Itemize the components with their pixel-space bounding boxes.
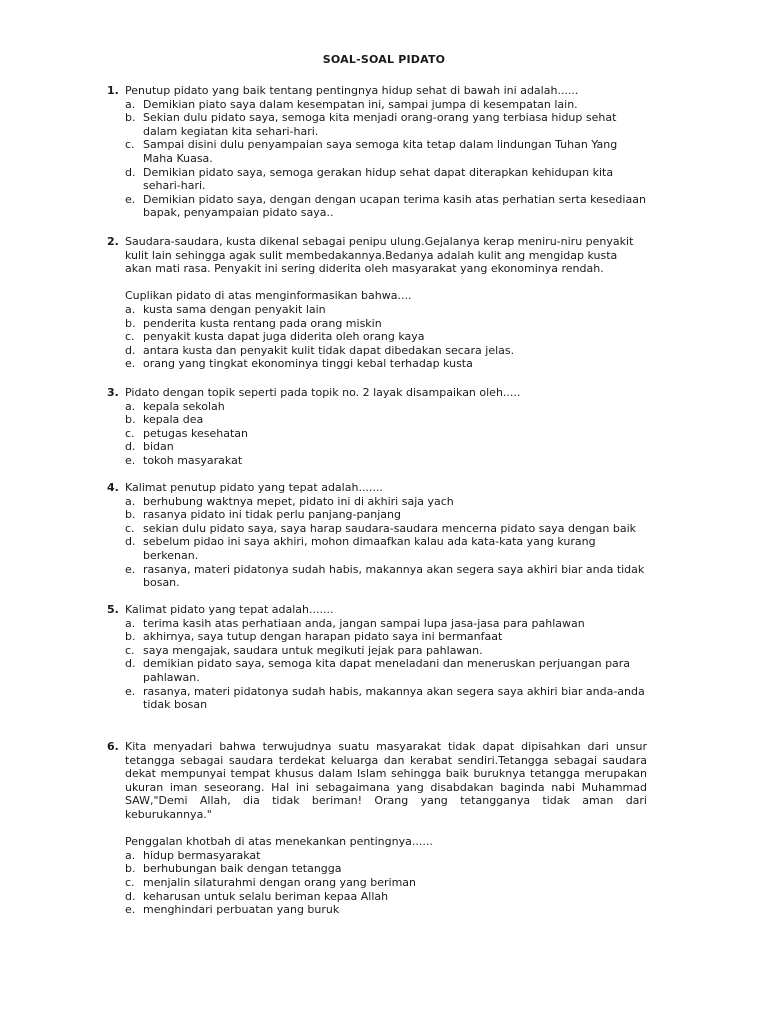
option-d bbox=[125, 344, 647, 358]
option-letter: e. bbox=[125, 903, 136, 917]
question-5 bbox=[107, 603, 647, 712]
options-list bbox=[107, 617, 647, 712]
option-letter: b. bbox=[125, 508, 136, 522]
spacer bbox=[107, 276, 647, 290]
option-letter: c. bbox=[125, 330, 135, 344]
question-stem bbox=[107, 740, 647, 822]
option-text: kepala dea bbox=[143, 413, 204, 427]
question-stem bbox=[107, 235, 647, 276]
option-text: antara kusta dan penyakit kulit tidak dapat dibedakan secara jelas. bbox=[143, 343, 515, 357]
option-text: penderita kusta rentang pada orang miskin bbox=[143, 316, 382, 330]
option-a bbox=[125, 400, 647, 414]
option-text: Sampai disini dulu penyampaian saya semoga kita tetap dalam lindungan Tuhan Yang Maha Kuasa. bbox=[143, 138, 618, 165]
options-list bbox=[107, 495, 647, 590]
option-a bbox=[125, 617, 647, 631]
option-text: Sekian dulu pidato saya, semoga kita menjadi orang-orang yang terbiasa hidup sehat dalam kegiatan kita sehari-hari. bbox=[143, 111, 617, 138]
option-d bbox=[125, 890, 647, 904]
option-letter: d. bbox=[125, 165, 136, 179]
option-letter: b. bbox=[125, 630, 136, 644]
question-text: Penutup pidato yang baik tentang pentingnya hidup sehat di bawah ini adalah...... bbox=[125, 84, 579, 97]
question-prompt: Cuplikan pidato di atas menginformasikan bahwa.... bbox=[125, 289, 412, 303]
option-a bbox=[125, 495, 647, 509]
option-text: rasanya, materi pidatonya sudah habis, makannya akan segera saya akhiri biar anda-anda tidak bosan bbox=[143, 684, 645, 712]
question-prompt: Penggalan khotbah di atas menekankan pentingnya...... bbox=[125, 835, 433, 849]
question-number: 1. bbox=[107, 84, 119, 97]
option-b bbox=[125, 111, 647, 138]
option-text: orang yang tingkat ekonominya tinggi kebal terhadap kusta bbox=[143, 357, 473, 371]
option-text: menghindari perbuatan yang buruk bbox=[143, 903, 340, 917]
option-text: keharusan untuk selalu beriman kepaa Allah bbox=[143, 889, 389, 903]
option-d bbox=[125, 440, 647, 454]
option-e bbox=[125, 454, 647, 468]
option-text: rasanya pidato ini tidak perlu panjang-panjang bbox=[143, 508, 401, 522]
option-letter: b. bbox=[125, 316, 136, 330]
option-e bbox=[125, 563, 647, 590]
option-letter: d. bbox=[125, 343, 136, 357]
question-6 bbox=[107, 740, 647, 917]
option-e bbox=[125, 193, 647, 220]
question-3 bbox=[107, 386, 647, 468]
question-1 bbox=[107, 84, 647, 220]
option-letter: c. bbox=[125, 521, 135, 535]
option-e bbox=[125, 685, 647, 712]
options-list bbox=[107, 849, 647, 917]
option-letter: d. bbox=[125, 889, 136, 903]
option-text: petugas kesehatan bbox=[143, 426, 248, 440]
option-letter: a. bbox=[125, 97, 136, 111]
option-letter: e. bbox=[125, 192, 136, 206]
option-text: berhubungan baik dengan tetangga bbox=[143, 862, 342, 876]
option-d bbox=[125, 657, 647, 684]
option-text: kepala sekolah bbox=[143, 399, 225, 413]
option-text: berhubung waktnya mepet, pidato ini di akhiri saja yach bbox=[143, 494, 454, 508]
option-letter: e. bbox=[125, 562, 136, 576]
option-letter: a. bbox=[125, 848, 136, 862]
option-letter: a. bbox=[125, 616, 136, 630]
option-a bbox=[125, 849, 647, 863]
option-letter: c. bbox=[125, 643, 135, 657]
option-b bbox=[125, 630, 647, 644]
question-text: Kalimat pidato yang tepat adalah....... bbox=[125, 603, 334, 616]
option-d bbox=[125, 535, 647, 562]
option-text: sekian dulu pidato saya, saya harap saudara-saudara mencerna pidato saya dengan baik bbox=[143, 521, 637, 535]
question-4 bbox=[107, 481, 647, 590]
page-title: SOAL-SOAL PIDATO bbox=[322, 53, 446, 66]
question-text: Kalimat penutup pidato yang tepat adalah....... bbox=[125, 481, 383, 494]
option-e bbox=[125, 357, 647, 371]
option-d bbox=[125, 166, 647, 193]
option-text: akhirnya, saya tutup dengan harapan pidato saya ini bermanfaat bbox=[143, 630, 503, 644]
option-c bbox=[125, 138, 647, 165]
option-text: rasanya, materi pidatonya sudah habis, makannya akan segera saya akhiri biar anda tidak bosan. bbox=[143, 562, 645, 590]
option-letter: c. bbox=[125, 426, 135, 440]
option-b bbox=[125, 508, 647, 522]
option-c bbox=[125, 330, 647, 344]
option-letter: c. bbox=[125, 875, 135, 889]
question-number: 6. bbox=[107, 740, 119, 753]
option-letter: a. bbox=[125, 399, 136, 413]
question-text: Saudara-saudara, kusta dikenal sebagai penipu ulung.Gejalanya kerap meniru-niru penyakit kulit lain sehingga agak sulit membedakannya.Bedanya adalah kulit ang mengidap kusta akan mati rasa. Penyakit ini sering diderita oleh masyarakat yang ekonominya rendah. bbox=[125, 235, 634, 276]
option-e bbox=[125, 903, 647, 917]
option-c bbox=[125, 644, 647, 658]
options-list bbox=[107, 400, 647, 468]
option-letter: e. bbox=[125, 357, 136, 371]
question-number: 4. bbox=[107, 481, 119, 494]
question-2 bbox=[107, 235, 647, 371]
option-b bbox=[125, 862, 647, 876]
option-letter: d. bbox=[125, 535, 136, 549]
option-a bbox=[125, 98, 647, 112]
question-number: 2. bbox=[107, 235, 119, 248]
question-number: 5. bbox=[107, 603, 119, 616]
option-b bbox=[125, 413, 647, 427]
option-text: sebelum pidao ini saya akhiri, mohon dimaafkan kalau ada kata-kata yang kurang berkenan. bbox=[143, 535, 596, 562]
question-text: Kita menyadari bahwa terwujudnya suatu masyarakat tidak dapat dipisahkan dari unsur tetangga sebagai saudara terdekat keluarga dan kerabat sendiri.Tetangga sebagai saudara dekat mempunyai tempat khusus dalam Islam sehingga baik buruknya tetangga merupakan ukuran iman seseorang. Hal ini sebagaimana yang disabdakan baginda nabi Muhammad SAW,"Demi Allah, dia tidak beriman! Orang yang tetangganya tidak aman dari keburukannya." bbox=[125, 740, 647, 821]
option-letter: d. bbox=[125, 440, 136, 454]
option-text: saya mengajak, saudara untuk megikuti jejak para pahlawan. bbox=[143, 643, 483, 657]
option-b bbox=[125, 317, 647, 331]
option-a bbox=[125, 303, 647, 317]
spacer bbox=[107, 822, 647, 836]
question-text: Pidato dengan topik seperti pada topik no. 2 layak disampaikan oleh..... bbox=[125, 386, 521, 399]
question-stem bbox=[107, 481, 647, 495]
option-text: demikian pidato saya, semoga kita dapat meneladani dan meneruskan perjuangan para pahlawan. bbox=[143, 657, 631, 684]
option-text: menjalin silaturahmi dengan orang yang beriman bbox=[143, 875, 417, 889]
question-stem bbox=[107, 386, 647, 400]
option-text: hidup bermasyarakat bbox=[143, 848, 261, 862]
option-letter: a. bbox=[125, 494, 136, 508]
question-stem bbox=[107, 84, 647, 98]
option-letter: e. bbox=[125, 684, 136, 698]
option-text: kusta sama dengan penyakit lain bbox=[143, 302, 326, 316]
question-number: 3. bbox=[107, 386, 119, 399]
option-text: penyakit kusta dapat juga diderita oleh orang kaya bbox=[143, 330, 425, 344]
option-c bbox=[125, 522, 647, 536]
option-letter: b. bbox=[125, 862, 136, 876]
option-letter: c. bbox=[125, 138, 135, 152]
option-letter: b. bbox=[125, 111, 136, 125]
option-letter: e. bbox=[125, 453, 136, 467]
option-text: Demikian pidato saya, semoga gerakan hidup sehat dapat diterapkan kehidupan kita sehari-hari. bbox=[143, 165, 614, 193]
option-text: tokoh masyarakat bbox=[143, 453, 243, 467]
option-letter: d. bbox=[125, 657, 136, 671]
options-list bbox=[107, 98, 647, 220]
option-text: terima kasih atas perhatiaan anda, jangan sampai lupa jasa-jasa para pahlawan bbox=[143, 616, 585, 630]
option-letter: a. bbox=[125, 302, 136, 316]
options-list bbox=[107, 303, 647, 371]
option-text: bidan bbox=[143, 440, 174, 454]
option-letter: b. bbox=[125, 413, 136, 427]
question-stem bbox=[107, 603, 647, 617]
option-text: Demikian pidato saya, dengan dengan ucapan terima kasih atas perhatian serta kesediaan bapak, penyampaian pidato saya.. bbox=[143, 192, 646, 220]
option-c bbox=[125, 876, 647, 890]
option-text: Demikian piato saya dalam kesempatan ini, sampai jumpa di kesempatan lain. bbox=[143, 97, 578, 111]
option-c bbox=[125, 427, 647, 441]
